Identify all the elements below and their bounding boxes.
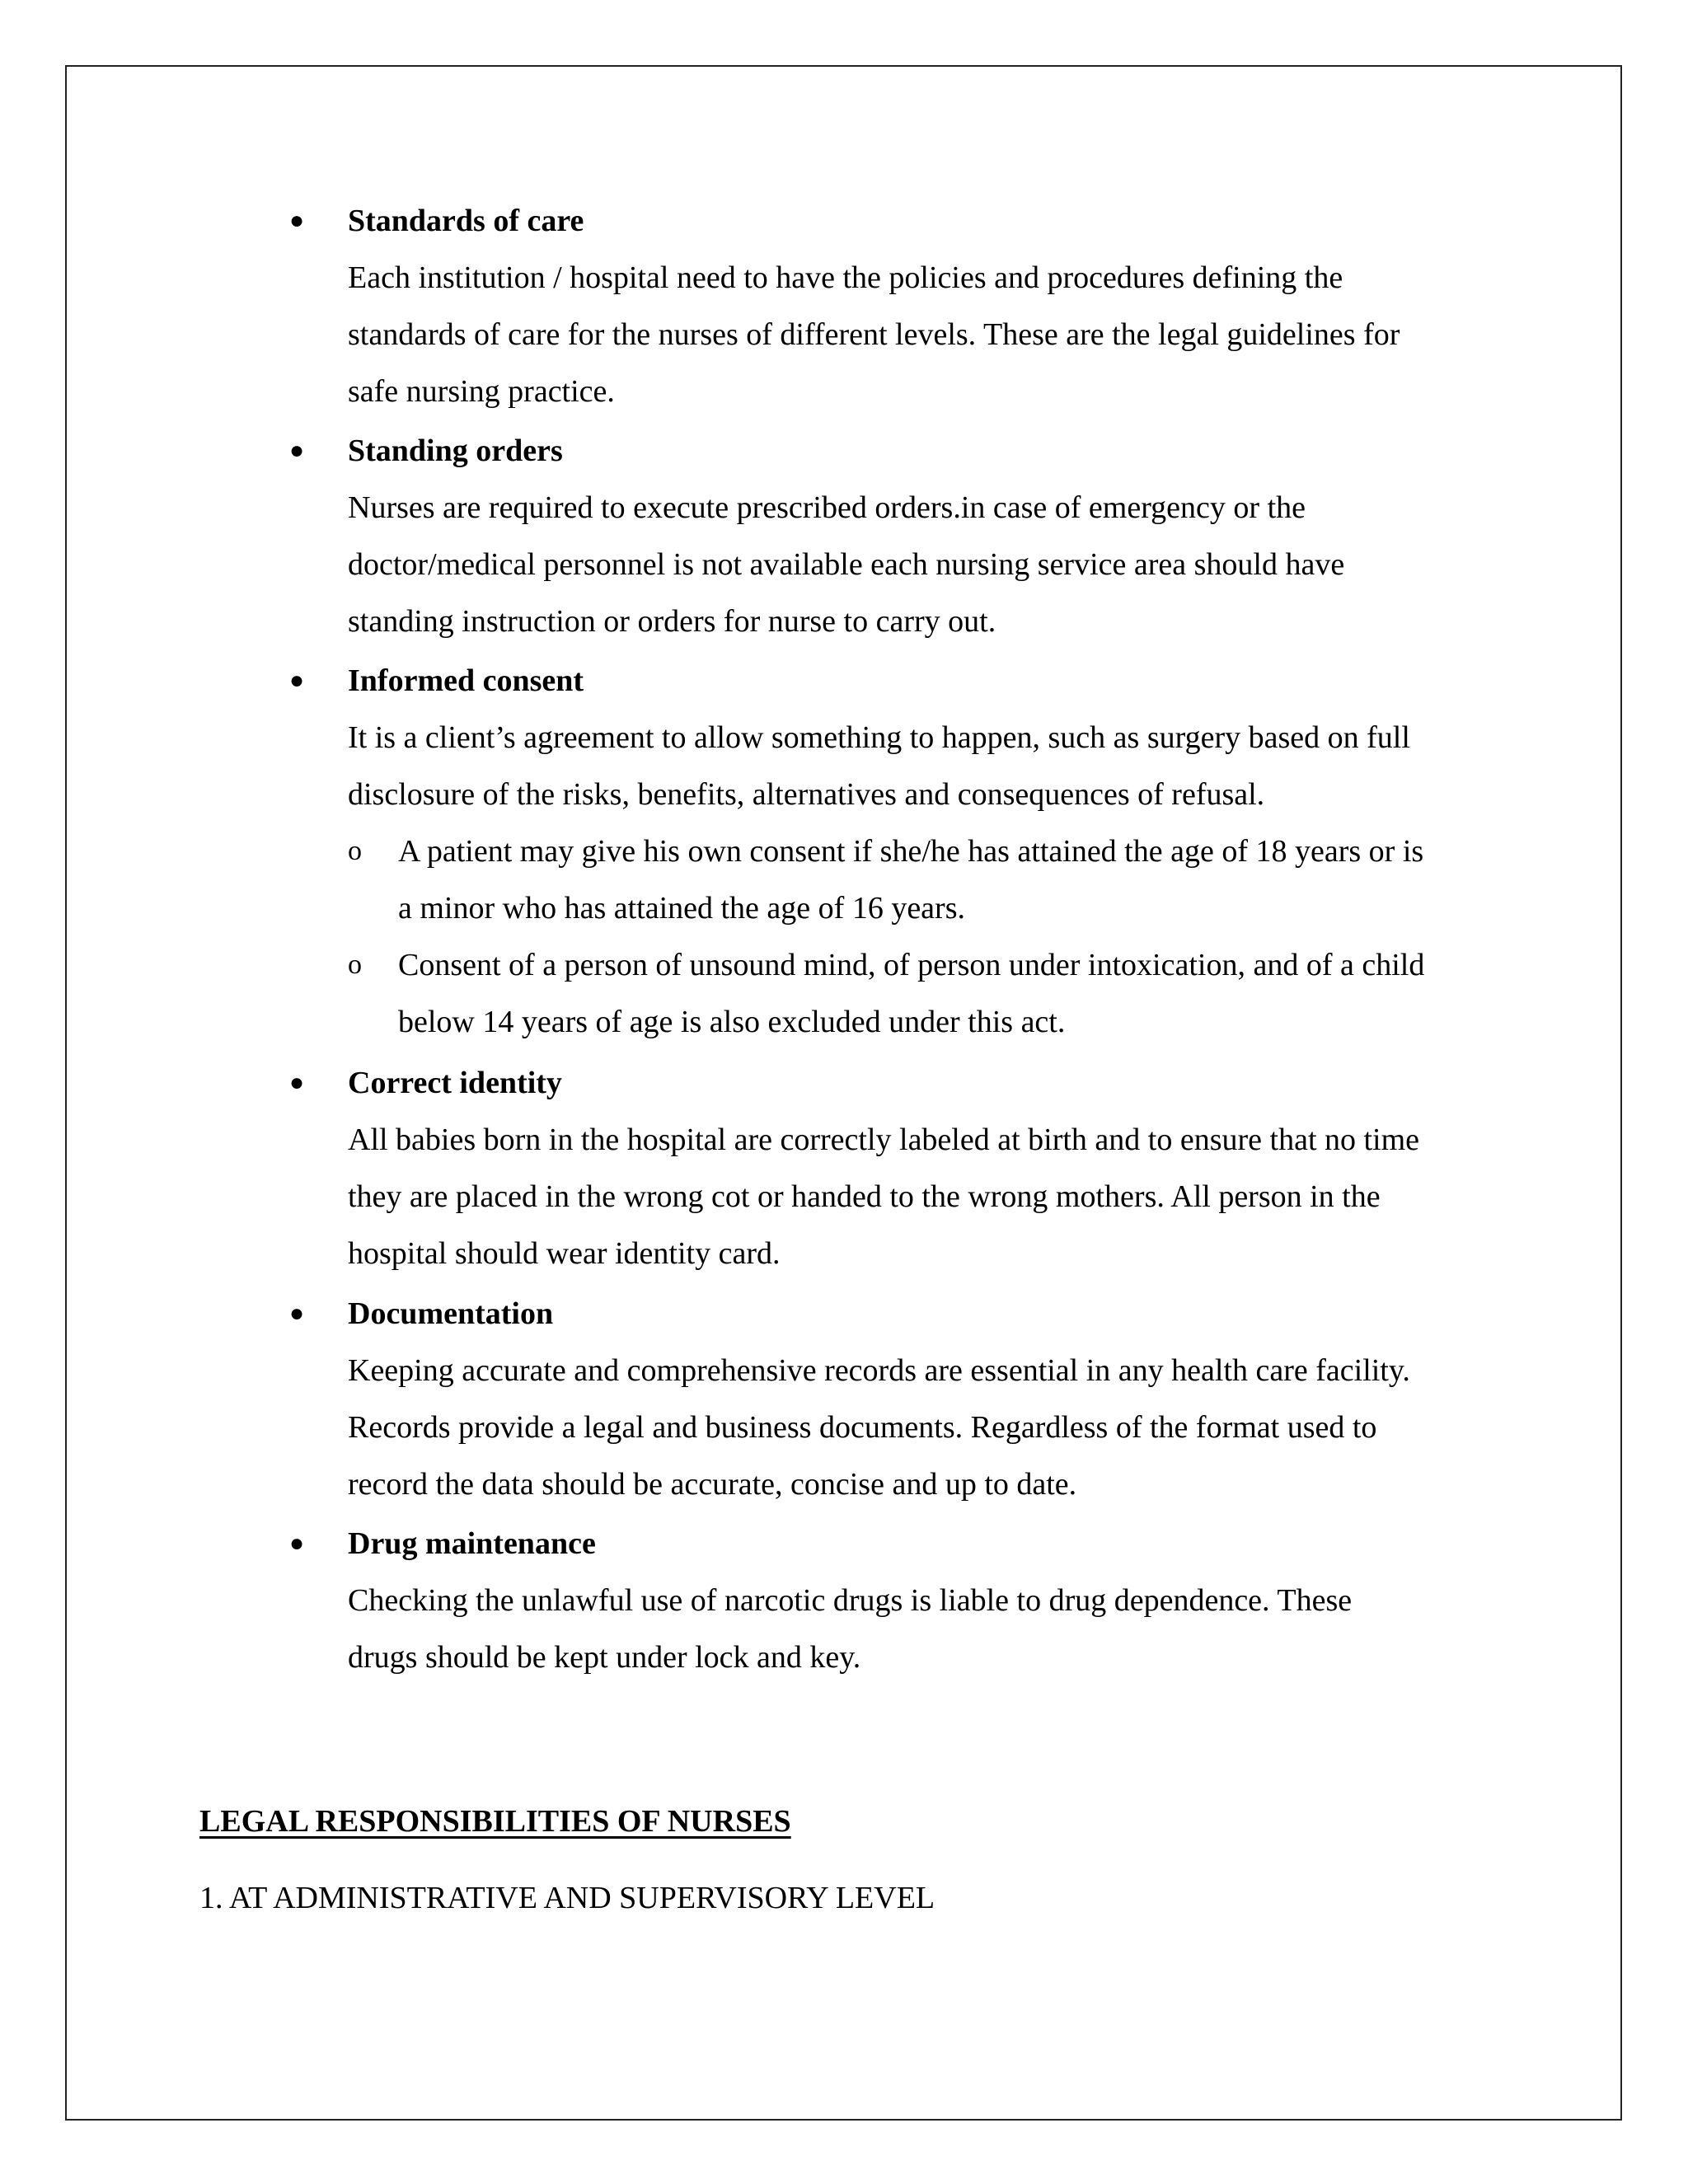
bullet-icon: ● xyxy=(289,437,305,464)
bullet-icon: ● xyxy=(289,207,305,234)
sub-item-text-line: a minor who has attained the age of 16 years. xyxy=(398,891,965,926)
item-text-line: Each institution / hospital need to have the policies and procedures defining the xyxy=(348,260,1343,295)
item-title: Documentation xyxy=(348,1296,554,1331)
bullet-icon: ● xyxy=(289,667,305,694)
item-text-line: Nurses are required to execute prescribed orders.in case of emergency or the xyxy=(348,490,1306,525)
bullet-icon: ● xyxy=(289,1530,305,1557)
sub-item-text-line: Consent of a person of unsound mind, of person under intoxication, and of a child xyxy=(398,948,1425,982)
item-text-line: All babies born in the hospital are correctly labeled at birth and to ensure that no time xyxy=(348,1122,1420,1157)
item-text-line: they are placed in the wrong cot or handed to the wrong mothers. All person in the xyxy=(348,1179,1381,1214)
item-text-line: Keeping accurate and comprehensive records are essential in any health care facility. xyxy=(348,1353,1410,1388)
item-text-line: Records provide a legal and business documents. Regardless of the format used to xyxy=(348,1410,1377,1445)
item-title: Standards of care xyxy=(348,204,584,238)
bullet-icon: ● xyxy=(289,1300,305,1327)
item-text-line: safe nursing practice. xyxy=(348,374,615,409)
item-text-line: doctor/medical personnel is not available each nursing service area should have xyxy=(348,547,1345,582)
item-text-line: hospital should wear identity card. xyxy=(348,1236,781,1271)
item-title: Informed consent xyxy=(348,663,584,698)
item-title: Correct identity xyxy=(348,1066,562,1100)
item-text-line: disclosure of the risks, benefits, alternatives and consequences of refusal. xyxy=(348,777,1265,812)
section-subheading: 1. AT ADMINISTRATIVE AND SUPERVISORY LEVEL xyxy=(199,1881,935,1915)
sub-bullet-icon: o xyxy=(348,836,362,866)
sub-item-text-line: below 14 years of age is also excluded under this act. xyxy=(398,1005,1066,1039)
bullet-icon: ● xyxy=(289,1069,305,1096)
item-title: Drug maintenance xyxy=(348,1526,596,1561)
item-text-line: record the data should be accurate, concise and up to date. xyxy=(348,1467,1077,1502)
sub-item-text-line: A patient may give his own consent if she/he has attained the age of 18 years or is xyxy=(398,834,1424,869)
sub-bullet-icon: o xyxy=(348,949,362,980)
item-text-line: standing instruction or orders for nurse to carry out. xyxy=(348,604,996,639)
item-text-line: standards of care for the nurses of different levels. These are the legal guidelines for xyxy=(348,317,1400,352)
item-text-line: It is a client’s agreement to allow something to happen, such as surgery based on full xyxy=(348,720,1410,755)
item-text-line: drugs should be kept under lock and key. xyxy=(348,1640,861,1675)
item-title: Standing orders xyxy=(348,434,563,468)
item-text-line: Checking the unlawful use of narcotic drugs is liable to drug dependence. These xyxy=(348,1583,1353,1618)
section-heading: LEGAL RESPONSIBILITIES OF NURSES xyxy=(199,1804,791,1839)
